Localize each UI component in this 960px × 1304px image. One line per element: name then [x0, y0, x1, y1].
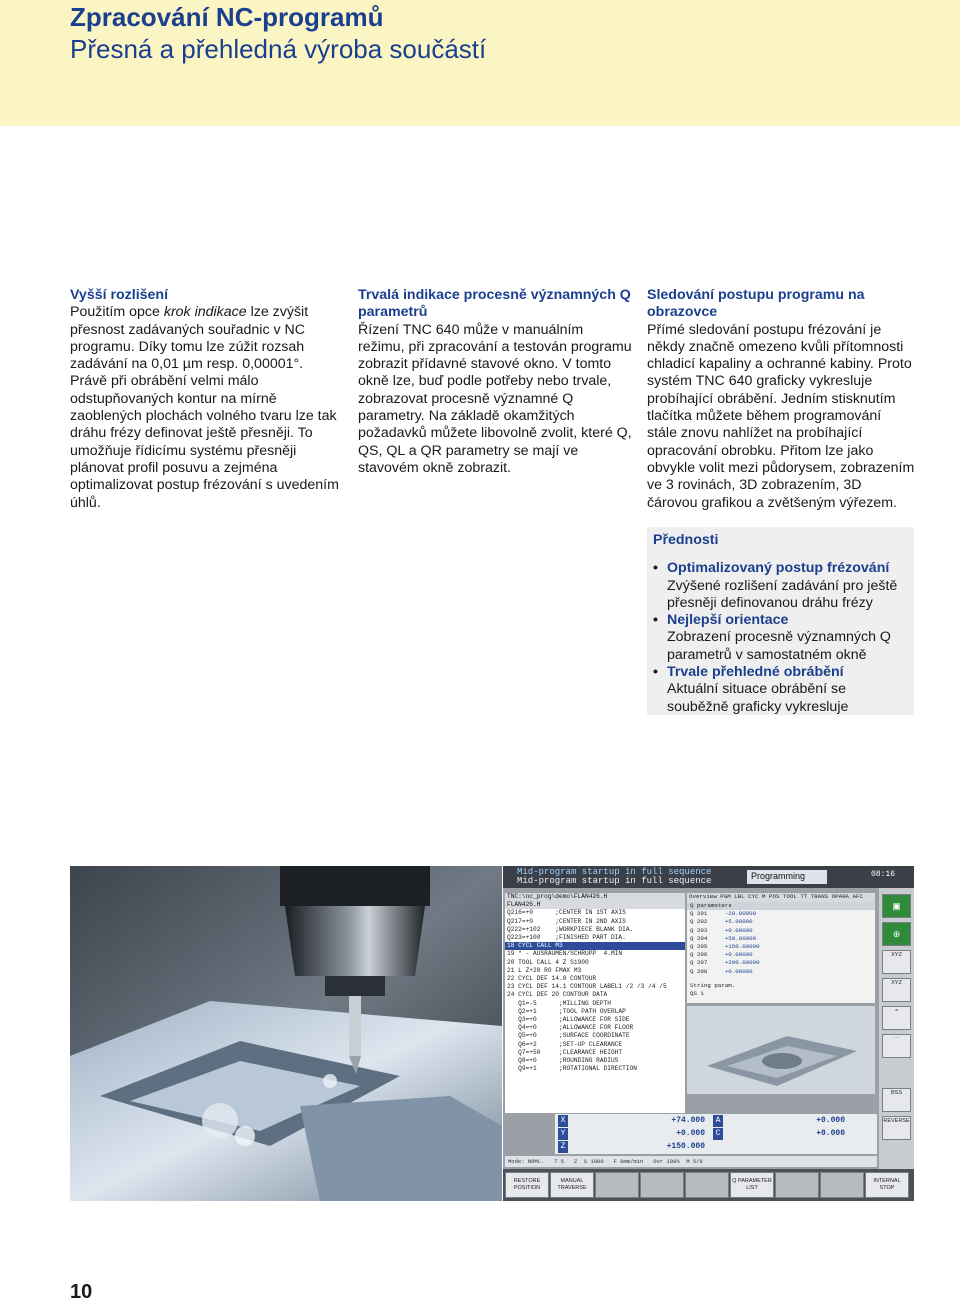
q-value: +0.00000	[724, 967, 753, 975]
q-row	[687, 943, 875, 951]
page-number: 10	[70, 1281, 93, 1303]
benefits-list	[653, 560, 908, 716]
pos-c-value: +0.000	[816, 1129, 845, 1138]
page-subtitle: Přesná a přehledná výroba součástí	[70, 34, 487, 64]
pos-y-value: +0.000	[676, 1129, 705, 1138]
program-tab[interactable]: FLAN426.H	[505, 901, 685, 909]
q-value: +200.00000	[724, 959, 760, 967]
pos-a-value: +0.000	[816, 1116, 845, 1125]
axis-a-label: A	[713, 1115, 723, 1127]
side-softkeys	[879, 888, 914, 1169]
q-name: Q 201	[690, 910, 708, 918]
softkey-q-parameter-list[interactable]: Q PARAMETER LIST	[730, 1172, 774, 1198]
list-item: • Nejlepší orientace Zobrazení procesně významných Q parametrů v samostatném okně	[653, 612, 908, 664]
program-line[interactable]: Q222=+102 ;WORKPIECE BLANK DIA.	[507, 925, 634, 933]
program-line[interactable]: 19 * - AUSRAUMEN/SCHRUPP 4.MIN	[507, 950, 623, 958]
axis-z-label: Z	[558, 1141, 568, 1153]
softkey-restore-position[interactable]: RESTORE POSITION	[505, 1172, 549, 1198]
softkey-5[interactable]	[685, 1172, 729, 1198]
program-path: TNC:\nc_prog\demo\FLAN426.H	[505, 893, 685, 901]
milling-illustration	[70, 866, 502, 1201]
q-rows	[687, 910, 875, 976]
section-text: Použitím opce krok indikace lze zvýšit přesnost zadávaných souřadnic v NC programu. Díky tomu lze zúžit rozsah zadávání na 0,01 µm resp. 0,00001°. Právě při obrábění velmi málo odstupňovaných kontur na mírně zaoblených plochách volného tvaru lze tak dráhu frézy definovat ještě přesněji. To umožňuje řídicímu systému přesněji plánovat profil posuvu a zejména optimalizovat postup frézování s uvedením úhlů.	[70, 304, 339, 511]
program-line[interactable]: 18 CYCL CALL M3	[505, 942, 685, 950]
screen-title: Mid-program startup in full sequence Mid-program startup in full sequence	[517, 867, 712, 886]
q-name: Q 207	[690, 959, 708, 967]
header-band	[0, 0, 960, 126]
program-line[interactable]: 23 CYCL DEF 14.1 CONTOUR LABEL1 /2 /3 /4 /5	[507, 983, 667, 991]
program-line[interactable]: Q2=+1 ;TOOL PATH OVERLAP	[507, 1007, 626, 1015]
column-q-parameters	[358, 287, 633, 477]
section-heading: Trvalá indikace procesně významných Q parametrů	[358, 287, 631, 321]
side-key-8[interactable]: REVERSE	[882, 1116, 911, 1140]
q-row	[687, 935, 875, 943]
q-row	[687, 968, 875, 976]
q-name: Q 203	[690, 926, 708, 934]
pos-z-value: +150.000	[666, 1142, 705, 1151]
q-value: -20.00000	[724, 910, 757, 918]
section-heading: Sledování postupu programu na obrazovce	[647, 287, 865, 321]
string-param-row: QS 1	[690, 990, 704, 998]
q-value: +5.00000	[724, 918, 753, 926]
section-text: Přímé sledování postupu frézování je někdy značně omezeno kvůli přítomnosti chladicí kapaliny a ochranné kabiny. Proto systém TNC 640 graficky vykresluje probíhající obrábění. Jedním stisknutím tlačítka můžete během programování stále znovu nahlížet na probíhající opracování obrobku. Přitom lze jako obvykle volit mezi půdorysem, zobrazením ve 3 rovinách, 3D zobrazením, 3D čárovou grafikou a zvětšeným výřezem.	[647, 321, 915, 511]
program-line[interactable]: Q223=+100 ;FINISHED PART DIA.	[507, 934, 626, 942]
side-key-2[interactable]: ⊕	[882, 922, 911, 946]
program-line[interactable]: Q9=+1 ;ROTATIONAL DIRECTION	[507, 1065, 637, 1073]
screen-titlebar	[503, 866, 914, 888]
side-key-7[interactable]: BSS	[882, 1088, 911, 1112]
milling-photo	[70, 866, 502, 1201]
list-item: • Optimalizovaný postup frézování Zvýšené rozlišení zadávání pro ještě přesněji definovanou dráhu frézy	[653, 560, 908, 612]
q-name: Q 205	[690, 943, 708, 951]
softkey-8[interactable]	[820, 1172, 864, 1198]
program-window	[505, 893, 685, 1113]
program-line[interactable]: 20 TOOL CALL 4 Z S1900	[507, 958, 589, 966]
list-item: • Trvale přehledné obrábění Aktuální situace obrábění se souběžně graficky vykresluje	[653, 664, 908, 716]
section-text: Řízení TNC 640 může v manuálním režimu, při zpracování a testován programu zobrazit přídavné stavové okno. V tomto okně lze, buď podle potřeby nebo trvale, zobrazovat procesně významné Q parametry. Na základě okamžitých požadavků můžete libovolně zvolit, které Q, QS, QL a QR parametry se mají ve stavovém okně zobrazit.	[358, 321, 632, 476]
q-value: +0.00000	[724, 951, 753, 959]
axis-y-label: Y	[558, 1128, 568, 1140]
q-heading: Q parameters	[687, 902, 875, 910]
program-lines	[505, 909, 685, 1073]
softkey-7[interactable]	[775, 1172, 819, 1198]
status-line: Mode: NOML. T 5 Z S 1900 F 0mm/min Ovr 100% M 5/9	[505, 1156, 877, 1167]
side-key-5[interactable]: ≈	[882, 1006, 911, 1030]
side-key-3[interactable]: XYZ	[882, 950, 911, 974]
program-line[interactable]: Q6=+2 ;SET-UP CLEARANCE	[507, 1040, 623, 1048]
workpiece-graphic	[687, 1006, 875, 1094]
axis-c-label: C	[713, 1128, 723, 1140]
simulation-graphic	[687, 1006, 875, 1094]
softkey-3[interactable]	[595, 1172, 639, 1198]
side-key-4[interactable]: XYZ	[882, 978, 911, 1002]
benefits-heading: Přednosti	[653, 532, 719, 548]
program-line[interactable]: Q3=+0 ;ALLOWANCE FOR SIDE	[507, 1016, 630, 1024]
program-line[interactable]: 24 CYCL DEF 20 CONTOUR DATA	[507, 991, 608, 999]
softkey-bar	[503, 1169, 914, 1201]
clock: 08:16	[871, 870, 896, 879]
q-name: Q 202	[690, 918, 708, 926]
string-param-label: String param.	[690, 981, 736, 989]
program-line[interactable]: Q5=+0 ;SURFACE COORDINATE	[507, 1032, 630, 1040]
q-parameter-window	[687, 893, 875, 1003]
pos-x-value: +74.000	[671, 1116, 705, 1125]
axis-x-label: X	[558, 1115, 568, 1127]
q-value: +0.00000	[724, 926, 753, 934]
side-key-6[interactable]: ⋯	[882, 1034, 911, 1058]
column-resolution	[70, 287, 340, 512]
benefits-box	[647, 527, 914, 715]
q-row	[687, 959, 875, 967]
section-heading: Vyšší rozlišení	[70, 287, 169, 303]
q-row	[687, 910, 875, 918]
column-program-monitoring	[647, 287, 915, 512]
q-name: Q 206	[690, 951, 708, 959]
q-row	[687, 951, 875, 959]
q-row	[687, 918, 875, 926]
program-line[interactable]: Q7=+50 ;CLEARANCE HEIGHT	[507, 1048, 623, 1056]
program-line[interactable]: 21 L Z+20 R0 FMAX M3	[507, 966, 582, 974]
program-line[interactable]: Q8=+0 ;ROUNDING RADIUS	[507, 1057, 619, 1065]
q-name: Q 208	[690, 967, 708, 975]
q-row	[687, 927, 875, 935]
q-value: +50.00000	[724, 934, 757, 942]
softkey-internal-stop[interactable]: INTERNAL STOP	[865, 1172, 909, 1198]
side-key-1[interactable]: ▣	[882, 894, 911, 918]
mode-programming-tab[interactable]: Programming	[747, 870, 827, 884]
program-line[interactable]: Q217=+0 ;CENTER IN 2ND AXIS	[507, 917, 626, 925]
program-line[interactable]: 22 CYCL DEF 14.0 CONTOUR	[507, 975, 597, 983]
program-line[interactable]: Q1=-5 ;MILLING DEPTH	[507, 999, 611, 1007]
page-title: Zpracování NC-programů	[70, 2, 384, 32]
q-name: Q 204	[690, 934, 708, 942]
tnc-screen	[503, 866, 914, 1201]
status-tabs[interactable]: Overview PGM LBL CYC M POS TOOL TT TRANS OPARA AFC	[687, 893, 875, 902]
program-line[interactable]: Q216=+0 ;CENTER IN 1ST AXIS	[507, 909, 626, 917]
softkey-4[interactable]	[640, 1172, 684, 1198]
q-value: +150.00000	[724, 943, 760, 951]
position-display	[555, 1114, 877, 1154]
softkey-manual-traverse[interactable]: MANUAL TRAVERSE	[550, 1172, 594, 1198]
program-line[interactable]: Q4=+0 ;ALLOWANCE FOR FLOOR	[507, 1024, 634, 1032]
